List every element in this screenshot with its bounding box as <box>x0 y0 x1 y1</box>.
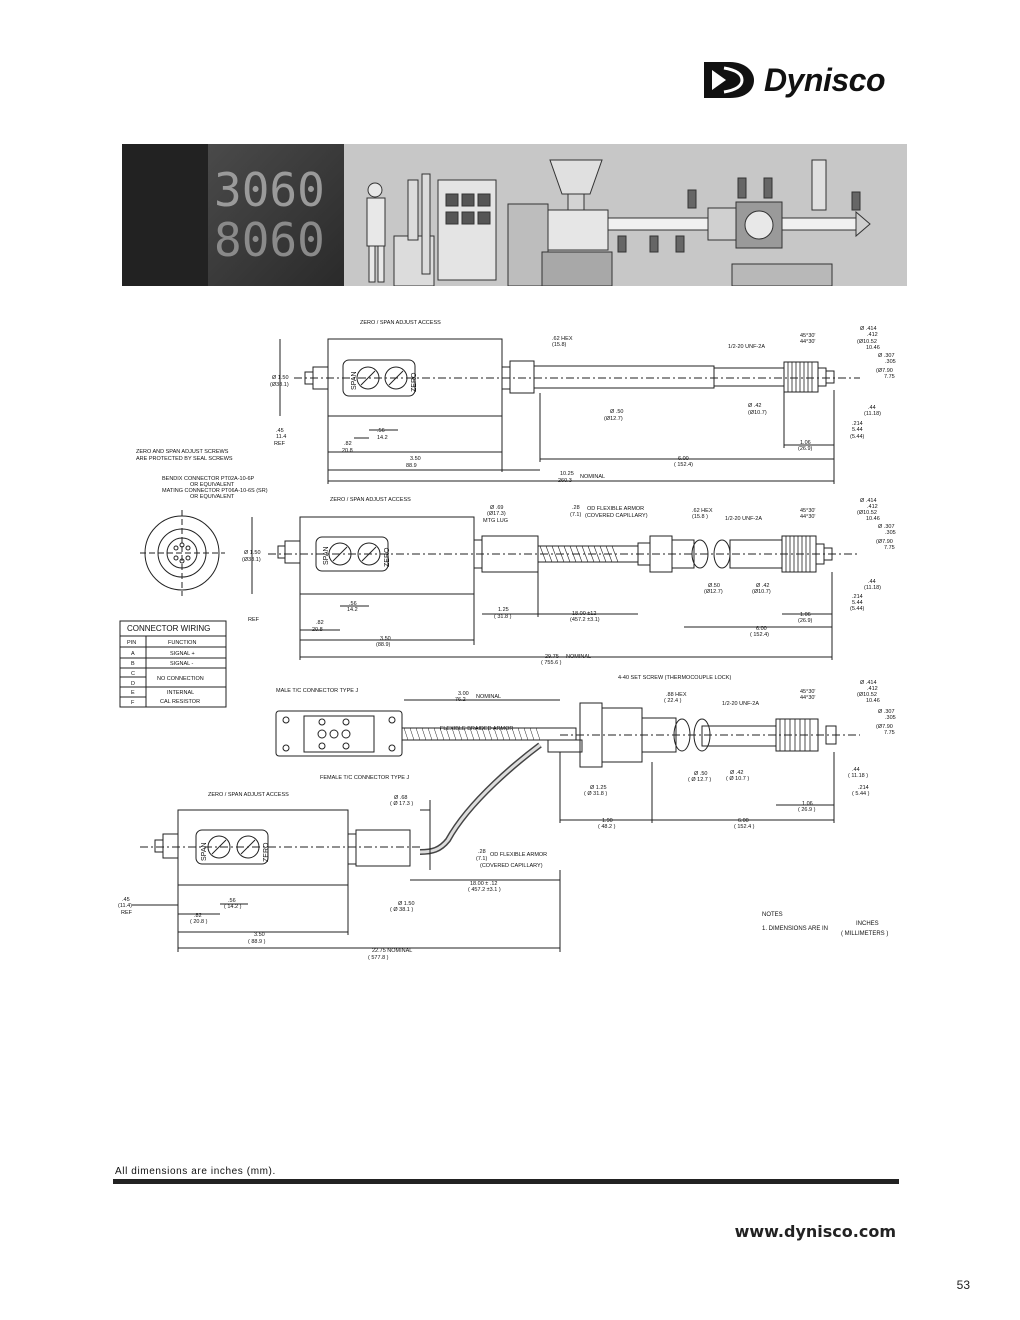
d1-d56mm: 14.2 <box>377 435 388 441</box>
d1-hex-mm: (15.8) <box>552 342 567 348</box>
d2-dia412: .412 <box>867 504 878 510</box>
d3-d82mm: ( 20.8 ) <box>190 919 208 925</box>
d2-dia1046: 10.46 <box>866 516 880 522</box>
wiring-pin-f: F <box>131 700 135 706</box>
d1-zero-label: ZERO <box>411 372 418 392</box>
wiring-title: CONNECTOR WIRING <box>127 624 211 633</box>
d1-angle2: 44°30' <box>800 339 816 345</box>
d1-d350: 3.50 <box>410 456 421 462</box>
d2-d42mm: (Ø10.7) <box>752 589 771 595</box>
d3-d106: 1.06 <box>802 801 813 807</box>
d1-dia1052: (Ø10.52 <box>857 339 877 345</box>
d3-d28mm: (7.1) <box>476 856 488 862</box>
d3-nominal: NOMINAL <box>476 694 502 700</box>
d2-body-dia-mm: (Ø38.1) <box>242 557 261 563</box>
d2-ref: REF <box>248 617 259 623</box>
footer-dimensions-note: All dimensions are inches (mm). <box>115 1166 276 1177</box>
d1-d106mm: (26.9) <box>798 446 813 452</box>
d3-male-connector: MALE T/C CONNECTOR TYPE J <box>276 688 359 694</box>
d2-d2975mm: ( 755.6 ) <box>541 660 562 666</box>
d2-d42: Ø .42 <box>756 583 770 589</box>
d3-d190: 1.90 <box>602 818 613 824</box>
d1-d1025mm: 260.3 <box>558 478 572 484</box>
d3-d42: Ø .42 <box>730 770 744 776</box>
d2-d214: .214 <box>852 594 863 600</box>
d3-angle2: 44°30' <box>800 695 816 701</box>
website-link[interactable]: www.dynisco.com <box>734 1222 896 1241</box>
d3-d350: 3.50 <box>254 932 265 938</box>
d2-dia775: 7.75 <box>884 545 895 551</box>
d3-d56: .56 <box>228 898 236 904</box>
d2-d214mm: 5.44 <box>852 600 863 606</box>
d2-d106mm: (26.9) <box>798 618 813 624</box>
footer-rule <box>113 1179 899 1184</box>
wiring-function-e: INTERNAL <box>167 690 195 696</box>
d3-armor2: (COVERED CAPILLARY) <box>480 863 543 869</box>
d2-armor2: (COVERED CAPILLARY) <box>585 513 648 519</box>
d2-d350: 3.50 <box>380 636 391 642</box>
d1-dia1046: 10.46 <box>866 345 880 351</box>
d1-ref45mm: 11.4 <box>276 434 287 440</box>
d1-d50mm: (Ø12.7) <box>604 416 623 422</box>
d3-d1800mm: ( 457.2 ±3.1 ) <box>468 887 501 893</box>
d3-d214: .214 <box>858 785 869 791</box>
d3-hex: .88 HEX <box>666 692 687 698</box>
d3-d50mm: ( Ø 12.7 ) <box>688 777 712 783</box>
d3-body-dia-mm: ( Ø 38.1 ) <box>390 907 414 913</box>
d1-d600: 6.00 <box>678 456 689 462</box>
d2-d56mm: 14.2 <box>347 607 358 613</box>
d2-dia414: Ø .414 <box>860 498 877 504</box>
d2-d44: .44 <box>868 579 876 585</box>
d2-dia790: (Ø7.90 <box>876 539 893 545</box>
d2-d82: .82 <box>316 620 324 626</box>
d3-d1800: 18.00 ± .12 <box>470 881 498 887</box>
wiring-function-c: NO CONNECTION <box>157 676 204 682</box>
wiring-pin-a: A <box>131 651 135 657</box>
d1-span-label: SPAN <box>351 371 358 390</box>
notes-title: NOTES <box>762 912 783 918</box>
d2-d1800: 18.00 ±12 <box>572 611 597 617</box>
d1-thread-label: 1/2-20 UNF-2A <box>728 344 765 350</box>
d3-d68: Ø .68 <box>394 795 408 801</box>
d1-dia412: .412 <box>867 332 878 338</box>
d1-d44mm: (11.18) <box>864 411 882 417</box>
d2-nominal: NOMINAL <box>566 654 592 660</box>
d2-d2975: 29.75 <box>545 654 559 660</box>
page-number: 53 <box>956 1278 970 1292</box>
d1-body-dia-mm: (Ø38.1) <box>270 382 289 388</box>
d3-dia412: .412 <box>867 686 878 692</box>
bendix-line2: OR EQUIVALENT <box>190 482 235 488</box>
d3-d300mm: 76.2 <box>455 697 466 703</box>
d3-ref: REF <box>121 910 132 916</box>
d1-d350mm: 88.9 <box>406 463 417 469</box>
d1-d42mm: (Ø10.7) <box>748 410 767 416</box>
d1-d44: .44 <box>868 405 876 411</box>
d3-armor: OD FLEXIBLE ARMOR <box>490 852 548 858</box>
d2-mtg-lug: MTG LUG <box>483 518 509 524</box>
d1-d42: Ø .42 <box>748 403 762 409</box>
d3-dia790: (Ø7.90 <box>876 724 893 730</box>
d1-d214mm: 5.44 <box>852 427 863 433</box>
wiring-col-pin: PIN <box>127 640 137 646</box>
d3-female-connector: FEMALE T/C CONNECTOR TYPE J <box>320 775 410 781</box>
d1-d56: .56 <box>377 428 385 434</box>
d1-note-line1: ZERO AND SPAN ADJUST SCREWS <box>136 449 229 455</box>
d1-d106: 1.06 <box>800 440 811 446</box>
wiring-pin-b: B <box>131 661 135 667</box>
d3-dia1046: 10.46 <box>866 698 880 704</box>
header-banner-image <box>122 144 907 286</box>
d1-body-dia: Ø 1.50 <box>272 375 289 381</box>
technical-drawings <box>0 300 1020 1020</box>
d3-ref45: .45 <box>122 897 130 903</box>
d3-d28: .28 <box>478 849 486 855</box>
d1-d214mm2: (5.44) <box>850 434 865 440</box>
d3-d125: Ø 1.25 <box>590 785 607 791</box>
d3-d600: 6.00 <box>738 818 749 824</box>
d2-zero-label: ZERO <box>384 547 391 567</box>
banner-display-top: 3060 <box>214 163 325 217</box>
d3-d44mm: ( 11.18 ) <box>848 773 869 779</box>
d2-d125mm: ( 31.8 ) <box>494 614 512 620</box>
d2-d69mm: (Ø17.3) <box>487 511 506 517</box>
d3-span-label: SPAN <box>201 842 208 861</box>
d2-zero-span-label: ZERO / SPAN ADJUST ACCESS <box>330 497 411 503</box>
wiring-pin-d: D <box>131 681 135 687</box>
wiring-pin-e: E <box>131 690 135 696</box>
d1-hex-label: .62 HEX <box>552 336 573 342</box>
dynisco-d-logo-icon <box>700 58 758 102</box>
d2-d56: .56 <box>349 601 357 607</box>
d3-dia414: Ø .414 <box>860 680 877 686</box>
wiring-function-a: SIGNAL + <box>170 651 195 657</box>
d3-setscrew: 4-40 SET SCREW (THERMOCOUPLE LOCK) <box>618 675 732 681</box>
d2-d106: 1.06 <box>800 612 811 618</box>
d1-d82mm: 20.8 <box>342 448 353 454</box>
d3-d106mm: ( 26.9 ) <box>798 807 816 813</box>
brand-name: Dynisco <box>764 61 885 98</box>
d2-d28mm: (7.1) <box>570 512 582 518</box>
d2-d44mm: (11.18) <box>864 585 882 591</box>
bendix-line1: BENDIX CONNECTOR PT02A-10-6P <box>162 476 255 482</box>
d1-d82: .82 <box>344 441 352 447</box>
d3-d44: .44 <box>852 767 860 773</box>
d1-d600mm: ( 152.4) <box>674 462 693 468</box>
d2-d1800mm: (457.2 ±3.1) <box>570 617 600 623</box>
d1-ref: REF <box>274 441 285 447</box>
d1-d214: .214 <box>852 421 863 427</box>
d3-d42mm: ( Ø 10.7 ) <box>726 776 750 782</box>
d3-d56mm: ( 14.2 ) <box>224 904 242 910</box>
d2-d28: .28 <box>572 505 580 511</box>
d2-dia1052: (Ø10.52 <box>857 510 877 516</box>
d2-d82mm: 20.8 <box>312 627 323 633</box>
d3-body-dia: Ø 1.50 <box>398 901 415 907</box>
d2-d214mm2: (5.44) <box>850 606 865 612</box>
d3-ref45mm: (11.4) <box>118 903 132 909</box>
d2-dia307: Ø .307 <box>878 524 895 530</box>
d3-angle1: 45°30' <box>800 689 816 695</box>
d3-d600mm: ( 152.4 ) <box>734 824 755 830</box>
wiring-col-function: FUNCTION <box>168 640 197 646</box>
d3-dia1052: (Ø10.52 <box>857 692 877 698</box>
d2-d600: 6.00 <box>756 626 767 632</box>
dynisco-logo <box>700 55 910 105</box>
d1-dia775: 7.75 <box>884 374 895 380</box>
d3-thread: 1/2-20 UNF-2A <box>722 701 759 707</box>
d3-dia305: .305 <box>885 715 896 721</box>
wiring-function-b: SIGNAL - <box>170 661 194 667</box>
d3-dia307: Ø .307 <box>878 709 895 715</box>
d2-d50: Ø.50 <box>708 583 720 589</box>
d2-span-label: SPAN <box>323 546 330 565</box>
d2-d350mm: (88.9) <box>376 642 391 648</box>
bendix-line3: MATING CONNECTOR PT06A-10-6S (SR) <box>162 488 268 494</box>
d2-angle1: 45°30' <box>800 508 816 514</box>
d1-d1025: 10.25 <box>560 471 574 477</box>
d2-dia305: .305 <box>885 530 896 536</box>
d3-d50: Ø .50 <box>694 771 708 777</box>
d2-hex-mm: (15.8 ) <box>692 514 708 520</box>
d3-d82: .82 <box>194 913 202 919</box>
notes-line1: 1. DIMENSIONS ARE IN <box>762 926 829 932</box>
d1-angle1: 45°30' <box>800 333 816 339</box>
bendix-line4: OR EQUIVALENT <box>190 494 235 500</box>
notes-mm: ( MILLIMETERS ) <box>841 931 889 937</box>
d2-d69: Ø .69 <box>490 505 504 511</box>
d3-d300: 3.00 <box>458 691 469 697</box>
d1-dia307: Ø .307 <box>878 353 895 359</box>
d1-nominal: NOMINAL <box>580 474 606 480</box>
d3-dia775: 7.75 <box>884 730 895 736</box>
d3-d350mm: ( 88.9 ) <box>248 939 266 945</box>
d3-d190mm: ( 48.2 ) <box>598 824 616 830</box>
d2-body-dia: Ø 1.50 <box>244 550 261 556</box>
d3-d2275: 22.75 NOMINAL <box>372 948 413 954</box>
d1-ref45: .45 <box>276 428 284 434</box>
d1-dia305: .305 <box>885 359 896 365</box>
d3-d68mm: ( Ø 17.3 ) <box>390 801 414 807</box>
d2-d125: 1.25 <box>498 607 509 613</box>
d2-thread: 1/2-20 UNF-2A <box>725 516 762 522</box>
d1-note-line2: ARE PROTECTED BY SEAL SCREWS <box>136 456 233 462</box>
d2-angle2: 44°30' <box>800 514 816 520</box>
d2-d600mm: ( 152.4) <box>750 632 769 638</box>
d3-d2275mm: ( 577.8 ) <box>368 955 389 961</box>
d2-hex: .62 HEX <box>692 508 713 514</box>
banner-display-bottom: 8060 <box>214 213 325 267</box>
d3-zero-span-label: ZERO / SPAN ADJUST ACCESS <box>208 792 289 798</box>
d3-d125mm: ( Ø 31.8 ) <box>584 791 608 797</box>
d1-d50: Ø .50 <box>610 409 624 415</box>
wiring-function-f: CAL RESISTOR <box>160 699 201 705</box>
d3-hex-mm: ( 22.4 ) <box>664 698 682 704</box>
d3-d214mm: ( 5.44 ) <box>852 791 870 797</box>
d3-braided: FLEXIBLE BRAIDED ARMOR <box>440 726 514 732</box>
d1-dia414: Ø .414 <box>860 326 877 332</box>
notes-inches: INCHES <box>856 921 879 927</box>
d3-zero-label: ZERO <box>263 842 270 862</box>
wiring-pin-c: C <box>131 671 135 677</box>
d1-dia790: (Ø7.90 <box>876 368 893 374</box>
d2-d50mm: (Ø12.7) <box>704 589 723 595</box>
d2-armor: OD FLEXIBLE ARMOR <box>587 506 645 512</box>
d1-zero-span-label: ZERO / SPAN ADJUST ACCESS <box>360 320 441 326</box>
